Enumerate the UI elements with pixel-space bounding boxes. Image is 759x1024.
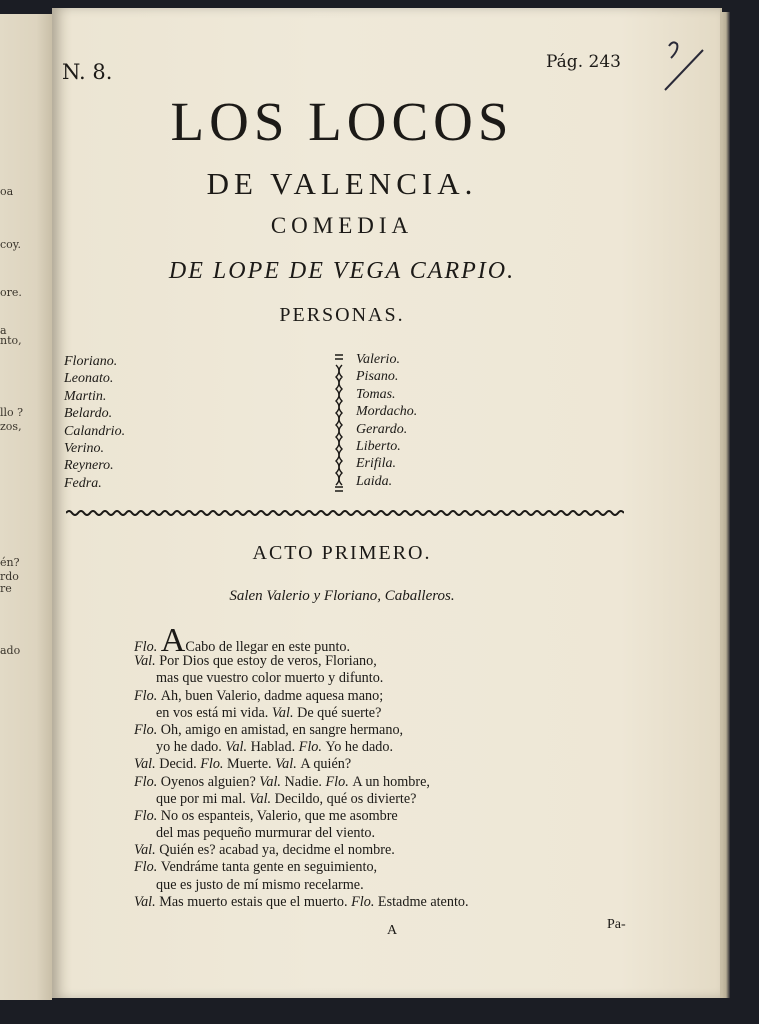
speaker-label: Val. [134, 653, 160, 670]
verse-text: en vos está mi vida. [156, 704, 272, 721]
cast-name: Laida. [356, 473, 393, 489]
cast-name: Verino. [64, 440, 105, 456]
verse-line [134, 705, 469, 722]
facing-page-fragment: ado [0, 644, 21, 657]
facing-page-fragment: re [0, 582, 12, 595]
speaker-label: Flo. [298, 739, 326, 756]
verse-text: yo he dado. [156, 739, 226, 756]
verse-text: Por Dios que estoy de veros, Floriano, [159, 653, 377, 670]
title-line-2: DE VALENCIA. [206, 166, 478, 201]
cast-name: Floriano. [64, 354, 118, 369]
cast-name: Leonato. [64, 371, 114, 387]
cast-name: Martin. [64, 388, 107, 404]
verse-line [134, 842, 469, 859]
verse-block [134, 622, 469, 911]
cast-name: Tomas. [356, 386, 396, 402]
verse-text: Cabo de llegar en este punto. [185, 639, 351, 655]
handwritten-mark-icon [657, 38, 707, 98]
verse-line [134, 670, 469, 687]
facing-page-fragment: én? [0, 556, 20, 569]
cast-divider-ornament-icon [332, 353, 346, 493]
play-number: N. 8. [62, 60, 113, 84]
speaker-label: Flo. [134, 687, 161, 704]
cast-name: Valerio. [356, 352, 400, 367]
speaker-label: Flo. [134, 721, 161, 738]
title-line-1: LOS LOCOS [170, 91, 514, 152]
facing-page-fragment: zos, [0, 420, 22, 433]
personas-heading: PERSONAS. [279, 304, 405, 326]
verse-text: Decid. [159, 756, 201, 773]
verse-text: De qué suerte? [297, 704, 382, 721]
drop-initial: A [160, 622, 186, 659]
speaker-label: Val. [249, 790, 275, 807]
act-heading: ACTO PRIMERO. [252, 542, 432, 564]
verse-text: Estadme atento. [377, 893, 469, 910]
verse-text: que es justo de mí mismo recelarme. [156, 876, 364, 893]
cast-name: Liberto. [356, 438, 401, 454]
author-line: DE LOPE DE VEGA CARPIO. [168, 258, 516, 284]
verse-text: A quién? [300, 756, 352, 773]
verse-line [134, 894, 469, 911]
cast-name: Erifila. [356, 456, 397, 472]
speaker-label: Flo. [200, 756, 228, 773]
stage-direction: Salen Valerio y Floriano, Caballeros. [229, 588, 455, 604]
verse-text: Hablad. [250, 739, 299, 756]
verse-line [134, 756, 469, 773]
book-page [52, 8, 720, 998]
catchword: Pa- [607, 917, 626, 932]
speaker-label: Val. [134, 893, 160, 910]
facing-page-fragment: a [0, 324, 7, 337]
verse-text: Quién es? acabad ya, decidme el nombre. [159, 842, 395, 859]
verse-line [134, 653, 469, 670]
signature-mark: A [387, 923, 398, 938]
verse-line [134, 774, 469, 791]
cast-list-right [356, 351, 417, 490]
verse-line [134, 859, 469, 876]
speaker-label: Val. [275, 756, 301, 773]
cast-name: Belardo. [64, 406, 113, 422]
verse-text: Oh, amigo en amistad, en sangre hermano, [160, 721, 404, 738]
cast-name: Gerardo. [356, 421, 408, 437]
cast-name: Mordacho. [356, 404, 418, 420]
page-number: Pág. 243 [546, 52, 621, 72]
speaker-label: Val. [225, 739, 251, 756]
facing-page-fragment: rdo [0, 570, 19, 583]
speaker-label: Flo. [134, 859, 161, 876]
page-edge [720, 12, 730, 998]
speaker-label: Flo. [351, 893, 378, 910]
cast-name: Reynero. [64, 458, 114, 474]
verse-text: Decildo, qué os divierte? [274, 790, 417, 807]
facing-page-fragment: ore. [0, 286, 22, 299]
verse-line [134, 739, 469, 756]
verse-line [134, 808, 469, 825]
verse-text: No os espanteis, Valerio, que me asombre [160, 807, 398, 824]
speaker-label: Val. [259, 773, 285, 790]
verse-line [134, 825, 469, 842]
verse-line [134, 622, 469, 659]
speaker-label: Flo. [134, 639, 161, 655]
cast-name: Fedra. [64, 475, 102, 491]
speaker-label: Val. [134, 756, 160, 773]
speaker-label: Flo. [134, 807, 161, 824]
verse-line [134, 877, 469, 894]
verse-line [134, 791, 469, 808]
verse-text: Vendráme tanta gente en seguimiento, [160, 859, 378, 876]
verse-text: Ah, buen Valerio, dadme aquesa mano; [160, 687, 384, 704]
verse-text: Oyenos alguien? [160, 773, 260, 790]
facing-page-fragment: oa [0, 185, 14, 198]
facing-page-fragment: coy. [0, 238, 22, 251]
verse-line [134, 688, 469, 705]
speaker-label: Val. [271, 704, 298, 721]
cast-list-left [64, 353, 125, 492]
verse-text: mas que vuestro color muerto y difunto. [156, 670, 384, 687]
cast-name: Calandrio. [64, 423, 126, 439]
verse-text: A un hombre, [352, 773, 430, 790]
facing-page-fragment: nto, [0, 334, 22, 347]
facing-page-fragment: llo ? [0, 406, 24, 419]
speaker-label: Flo. [325, 773, 353, 790]
verse-text: que por mi mal. [156, 790, 250, 807]
ornamental-rule [66, 508, 624, 518]
speaker-label: Val. [134, 842, 160, 859]
verse-text: Mas muerto estais que el muerto. [159, 893, 352, 910]
genre-title: COMEDIA [270, 213, 414, 238]
speaker-label: Flo. [134, 773, 161, 790]
facing-page-edge [0, 14, 52, 1000]
verse-text: Yo he dado. [325, 739, 393, 756]
verse-line [134, 722, 469, 739]
cast-name: Pisano. [356, 369, 399, 385]
verse-text: del mas pequeño murmurar del viento. [156, 825, 376, 842]
verse-text: Nadie. [284, 773, 326, 790]
verse-text: Muerte. [227, 756, 276, 773]
